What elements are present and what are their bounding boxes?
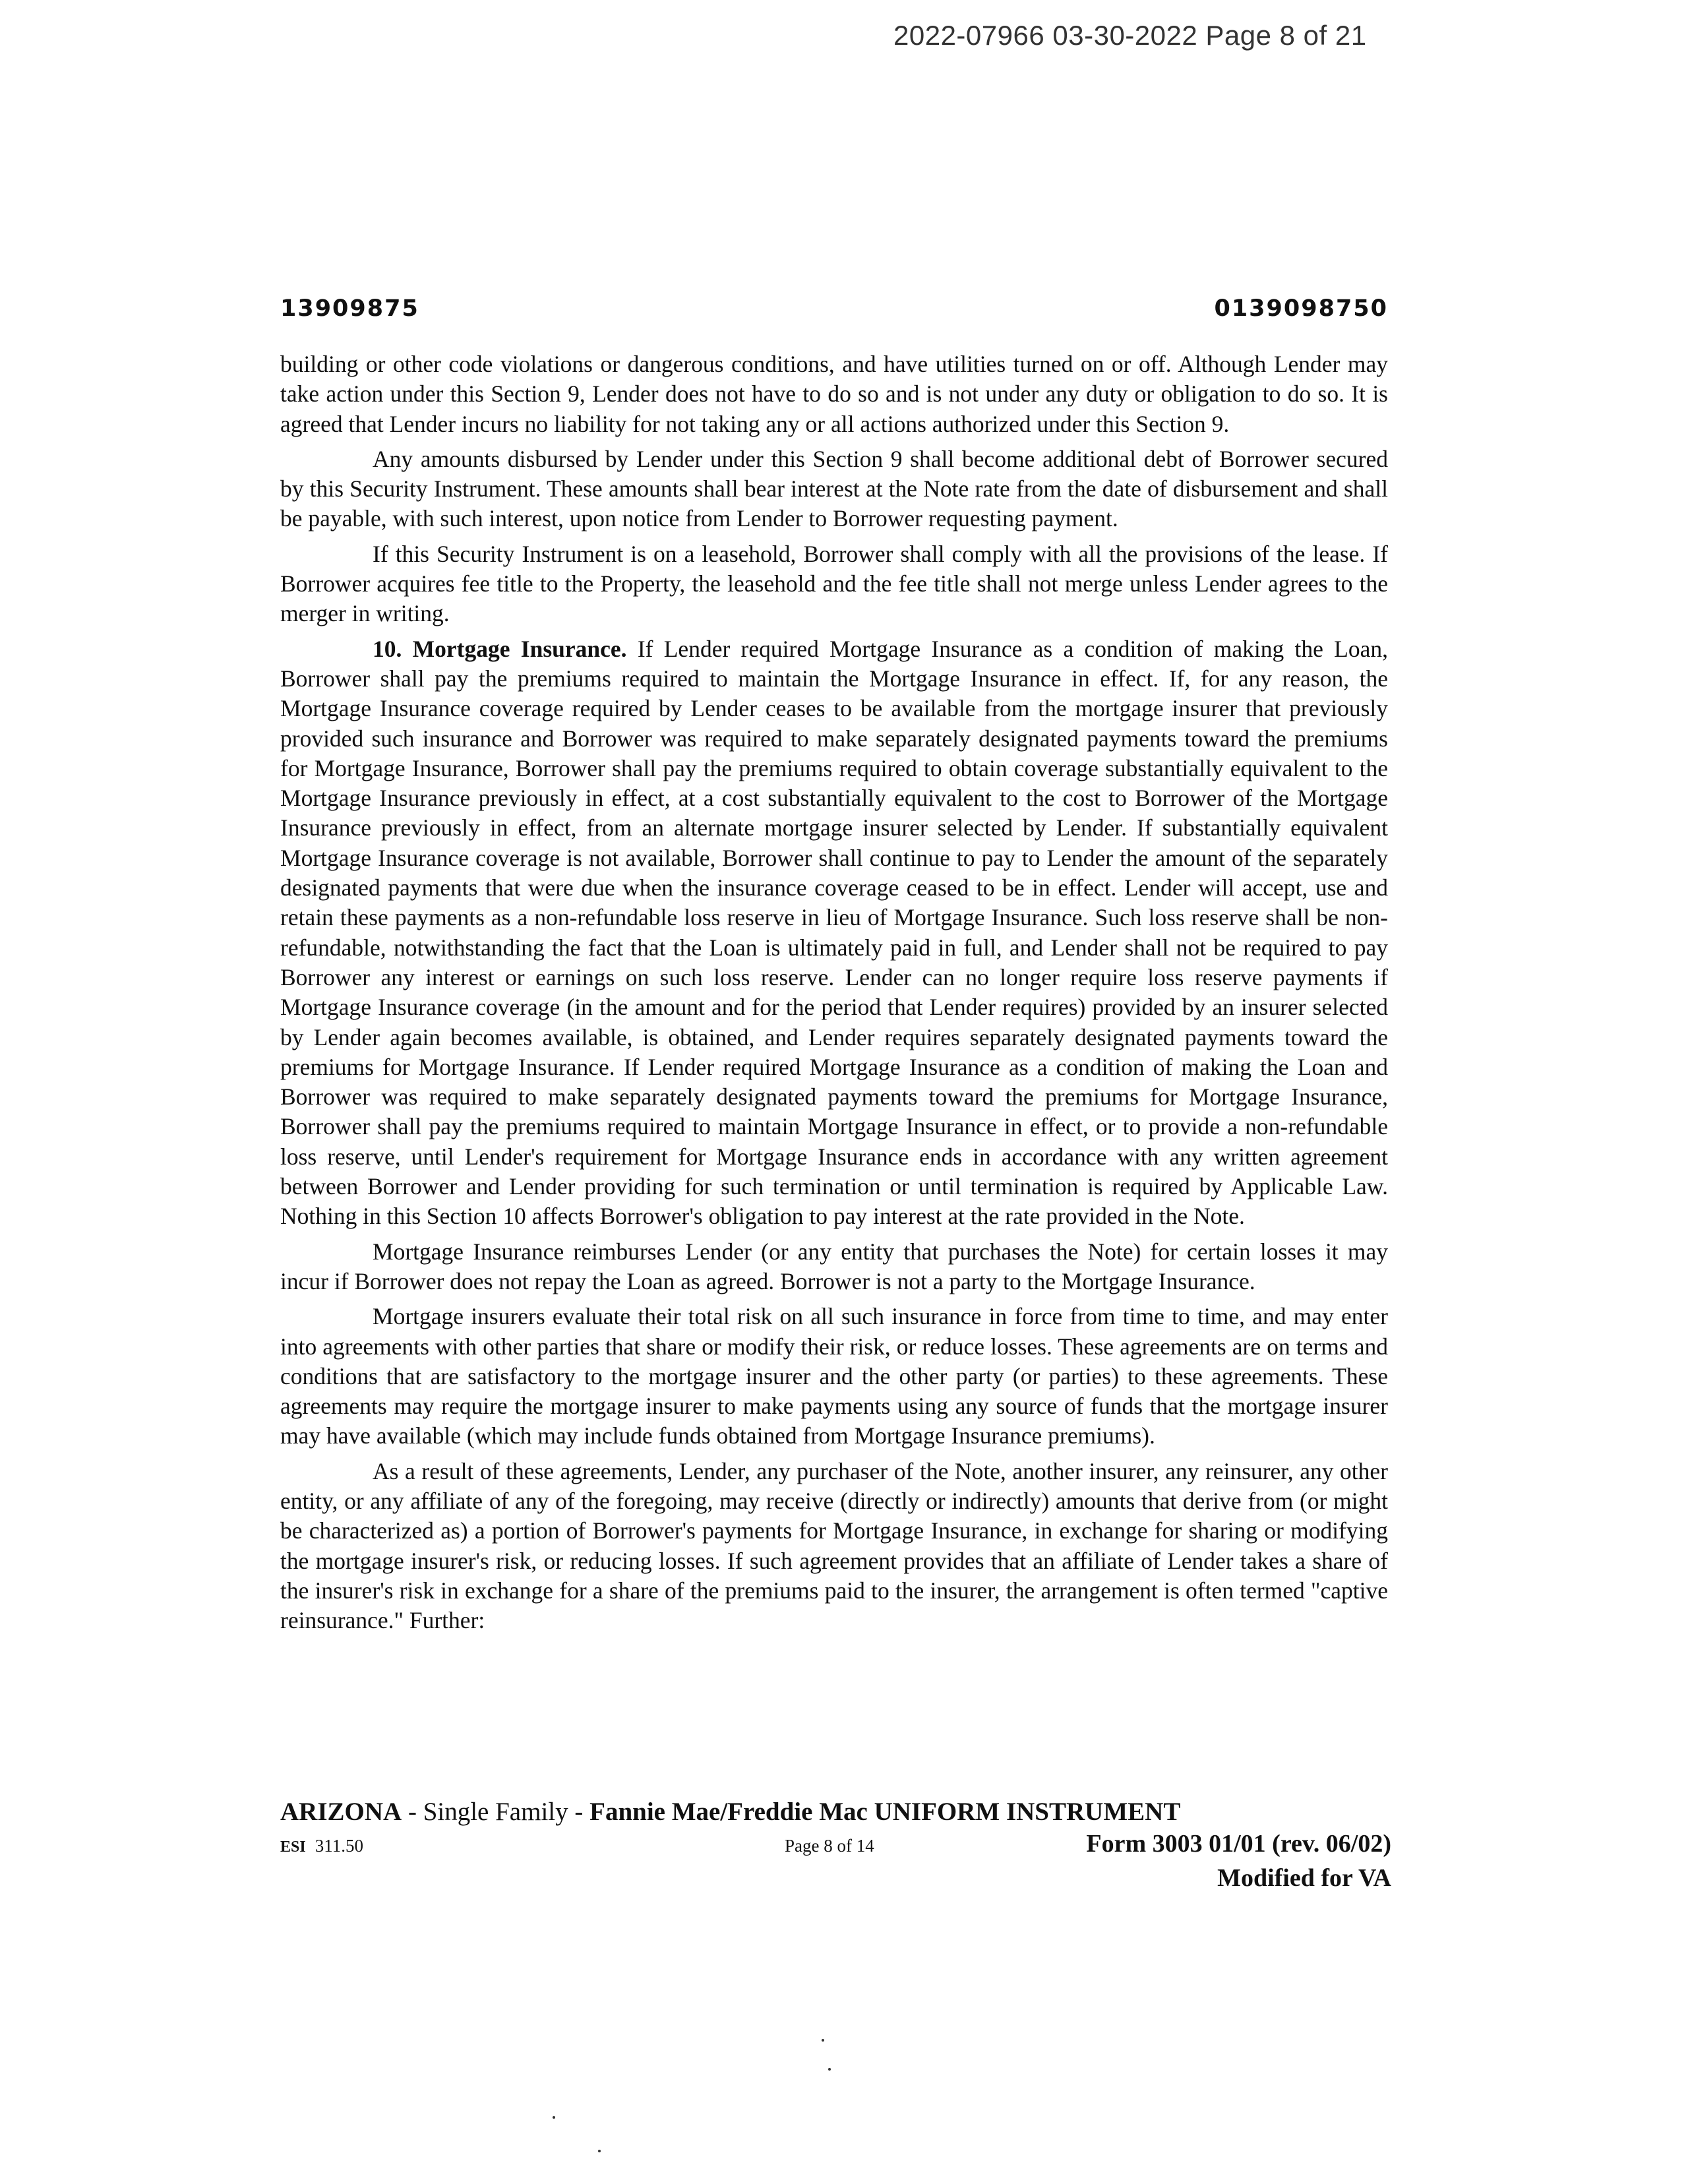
scan-speck: [553, 2116, 555, 2119]
footer-page-number: Page 8 of 14: [785, 1836, 874, 1856]
loan-number-right: 0139098750: [1214, 295, 1388, 322]
paragraph-insurer-agreements: Mortgage insurers evaluate their total risk on all such insurance in force from time to time, and may enter into agreements with other parties that share or modify their risk, or reduce losses. These agreements are on terms and conditions that are satisfactory to the mortgage insurer and the other party (or parties) to these agreements. These agreements may require the mortgage insurer to make payments using any source of funds that the mortgage insurer may have available (which may include funds obtained from Mortgage Insurance premiums).: [280, 1303, 1388, 1449]
document-body: [280, 349, 1388, 1635]
document-id-row: [280, 295, 1388, 322]
footer-form-code: ESI 311.50: [280, 1836, 363, 1856]
paragraph-mortgage-insurance: [280, 634, 1388, 1232]
paragraph-disbursed-amounts: Any amounts disbursed by Lender under this Section 9 shall become additional debt of Borrower secured by this Security Instrument. These amounts shall bear interest at the Note rate from the date of disbursement and shall be payable, with such interest, upon notice from Lender to Borrower requesting payment.: [280, 445, 1388, 532]
paragraph-section9-end: building or other code violations or dangerous conditions, and have utilities turned on or off. Although Lender may take action under this Section 9, Lender does not have to do so and is not under any duty or obligation to do so. It is agreed that Lender incurs no liability for not taking any or all actions authorized under this Section 9.: [280, 351, 1388, 437]
mortgage-insurance-body: If Lender required Mortgage Insurance as a condition of making the Loan, Borrower shall pay the premiums required to maintain the Mortgage Insurance in effect. If, for any reason, the Mortgage Insurance coverage required by Lender ceases to be available from the mortgage insurer that previously provided such insurance and Borrower was required to make separately designated payments toward the premiums for Mortgage Insurance, Borrower shall pay the premiums required to obtain coverage substantially equivalent to the Mortgage Insurance previously in effect, at a cost substantially equivalent to the cost to Borrower of the Mortgage Insurance previously in effect, from an alternate mortgage insurer selected by Lender. If substantially equivalent Mortgage Insurance coverage is not available, Borrower shall continue to pay to Lender the amount of the separately designated payments that were due when the insurance coverage ceased to be in effect. Lender will accept, use and retain these payments as a non-refundable loss reserve in lieu of Mortgage Insurance. Such loss reserve shall be non-refundable, notwithstanding the fact that the Loan is ultimately paid in full, and Lender shall not be required to pay Borrower any interest or earnings on such loss reserve. Lender can no longer require loss reserve payments if Mortgage Insurance coverage (in the amount and for the period that Lender requires) provided by an insurer selected by Lender again becomes available, is obtained, and Lender requires separately designated payments toward the premiums for Mortgage Insurance. If Lender required Mortgage Insurance as a condition of making the Loan and Borrower was required to make separately designated payments toward the premiums for Mortgage Insurance, Borrower shall pay the premiums required to maintain Mortgage Insurance in effect, or to provide a non-refundable loss reserve, until Lender's requirement for Mortgage Insurance ends in accordance with any written agreement between Borrower and Lender providing for such termination or until termination is required by Applicable Law. Nothing in this Section 10 affects Borrower's obligation to pay interest at the rate provided in the Note.: [280, 635, 1388, 1230]
footer-instrument: Fannie Mae/Freddie Mac UNIFORM INSTRUMENT: [589, 1798, 1181, 1826]
paragraph-reimbursement: Mortgage Insurance reimburses Lender (or any entity that purchases the Note) for certain losses it may incur if Borrower does not repay the Loan as agreed. Borrower is not a party to the Mortgage Insurance.: [280, 1238, 1388, 1294]
scan-speck: [598, 2150, 601, 2152]
paragraph-captive-reinsurance: As a result of these agreements, Lender, any purchaser of the Note, another insurer, any reinsurer, any other entity, or any affiliate of any of the foregoing, may receive (directly or indirectly) amounts that derive from (or might be characterized as) a portion of Borrower's payments for Mortgage Insurance, in exchange for sharing or modifying the mortgage insurer's risk, or reducing losses. If such agreement provides that an affiliate of Lender takes a share of the insurer's risk in exchange for a share of the premiums paid to the insurer, the arrangement is often termed "captive reinsurance." Further:: [280, 1457, 1388, 1634]
footer-instrument-line: ARIZONA - Single Family - Fannie Mae/Freddie Mac UNIFORM INSTRUMENT: [280, 1798, 1181, 1826]
recording-stamp: 2022-07966 03-30-2022 Page 8 of 21: [893, 20, 1367, 51]
esi-logo-icon: ESI: [280, 1838, 306, 1856]
footer-form-number: Form 3003 01/01 (rev. 06/02): [1086, 1830, 1391, 1858]
form-footer: [280, 1797, 1391, 1893]
section-heading-mortgage-insurance: 10. Mortgage Insurance.: [373, 635, 627, 662]
footer-family: Single Family: [423, 1798, 568, 1826]
scan-speck: [822, 2039, 824, 2042]
footer-state: ARIZONA: [280, 1798, 402, 1826]
scan-speck: [828, 2068, 831, 2071]
loan-number-left: 13909875: [280, 295, 419, 322]
paragraph-leasehold: If this Security Instrument is on a leasehold, Borrower shall comply with all the provisions of the lease. If Borrower acquires fee title to the Property, the leasehold and the fee title shall not merge unless Lender agrees to the merger in writing.: [280, 540, 1388, 627]
footer-modified-note: Modified for VA: [1217, 1864, 1391, 1892]
